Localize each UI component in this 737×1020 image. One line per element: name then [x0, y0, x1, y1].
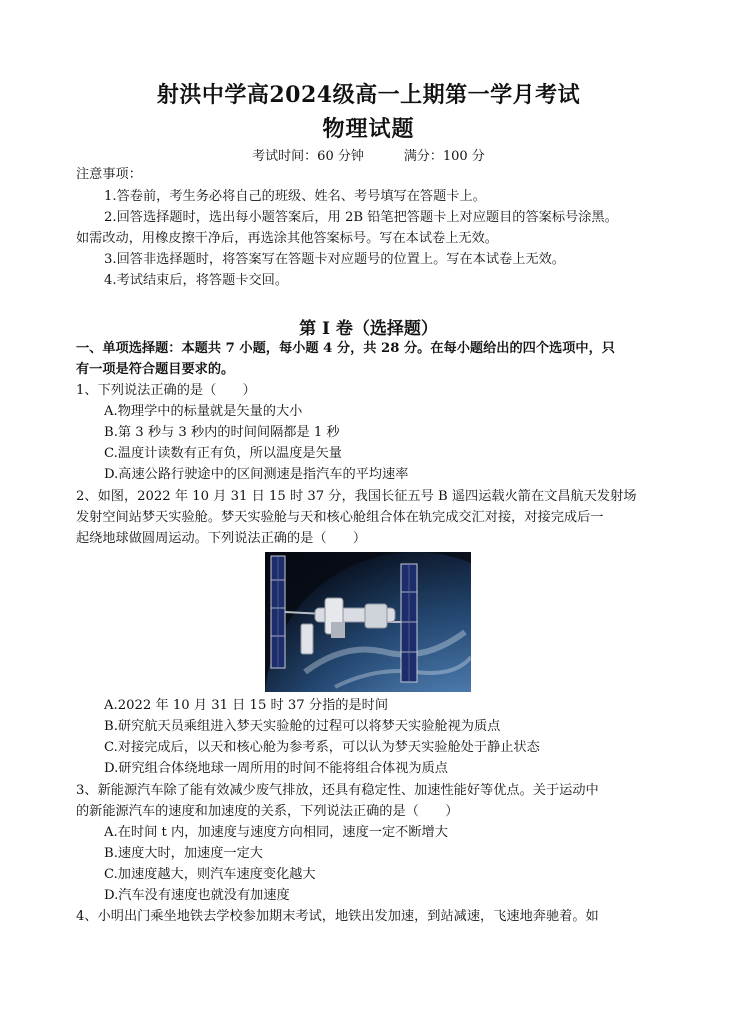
subject-title: 物理试题: [322, 116, 415, 142]
question-1-option-a: A.物理学中的标量就是矢量的大小: [104, 404, 303, 419]
question-3-option-c: C.加速度越大，则汽车速度变化越大: [104, 867, 316, 882]
note-item: 4.考试结束后，将答题卡交回。: [104, 273, 289, 288]
question-2-option-b: B.研究航天员乘组进入梦天实验舱的过程可以将梦天实验舱视为质点: [104, 719, 501, 734]
section-title: 第 I 卷（选择题）: [299, 319, 438, 339]
question-2-stem: 2、如图，2022 年 10 月 31 日 15 时 37 分，我国长征五号 B 遥四运载火箭在文昌航天发射场: [76, 489, 637, 504]
question-3-stem: 的新能源汽车的速度和加速度的关系，下列说法正确的是（ ）: [76, 804, 459, 819]
question-2-stem: 发射空间站梦天实验舱。梦天实验舱与天和核心舱组合体在轨完成交汇对接，对接完成后一: [76, 510, 604, 525]
note-item: 1.答卷前，考生务必将自己的班级、姓名、考号填写在答题卡上。: [104, 189, 486, 204]
space-station-image: [265, 552, 471, 692]
question-1-option-c: C.温度计读数有正有负，所以温度是矢量: [104, 446, 342, 461]
question-4-stem: 4、小明出门乘坐地铁去学校参加期末考试，地铁出发加速，到站减速，飞速地奔驰着。如: [76, 909, 599, 924]
solar-panel-left: [271, 556, 285, 668]
exam-title: 射洪中学高2024级高一上期第一学月考试: [156, 82, 581, 108]
question-3-option-d: D.汽车没有速度也就没有加速度: [104, 888, 290, 903]
full-score: 满分：100 分: [403, 149, 485, 164]
question-2-option-a: A.2022 年 10 月 31 日 15 时 37 分指的是时间: [104, 698, 389, 713]
question-2-stem: 起绕地球做圆周运动。下列说法正确的是（ ）: [76, 531, 367, 546]
solar-panel-right: [401, 564, 417, 682]
question-1-stem: 1、下列说法正确的是（ ）: [76, 383, 256, 398]
exam-time: 考试时间：60 分钟: [252, 149, 364, 164]
note-item: 2.回答选择题时，选出每小题答案后，用 2B 铅笔把答题卡上对应题目的答案标号涂黑。: [104, 210, 618, 225]
notes-heading: 注意事项：: [76, 167, 142, 182]
section-instruction: 有一项是符合题目要求的。: [76, 362, 235, 377]
question-3-stem: 3、新能源汽车除了能有效减少废气排放，还具有稳定性、加速性能好等优点。关于运动中: [76, 783, 599, 798]
exam-meta: [0, 145, 737, 164]
question-3-option-a: A.在时间 t 内，加速度与速度方向相同，速度一定不断增大: [104, 825, 448, 840]
question-2-option-c: C.对接完成后，以天和核心舱为参考系，可以认为梦天实验舱处于静止状态: [104, 740, 540, 755]
question-1-option-d: D.高速公路行驶途中的区间测速是指汽车的平均速率: [104, 467, 409, 482]
note-item: 3.回答非选择题时，将答案写在答题卡对应题号的位置上。写在本试卷上无效。: [104, 252, 565, 267]
section-instruction: 一、单项选择题：本题共 7 小题，每小题 4 分，共 28 分。在每小题给出的四个选项中，只: [76, 341, 615, 356]
note-item: 如需改动，用橡皮擦干净后，再选涂其他答案标号。写在本试卷上无效。: [76, 231, 498, 246]
question-1-option-b: B.第 3 秒与 3 秒内的时间间隔都是 1 秒: [104, 425, 340, 440]
question-3-option-b: B.速度大时，加速度一定大: [104, 846, 263, 861]
question-2-option-d: D.研究组合体绕地球一周所用的时间不能将组合体视为质点: [104, 761, 448, 776]
